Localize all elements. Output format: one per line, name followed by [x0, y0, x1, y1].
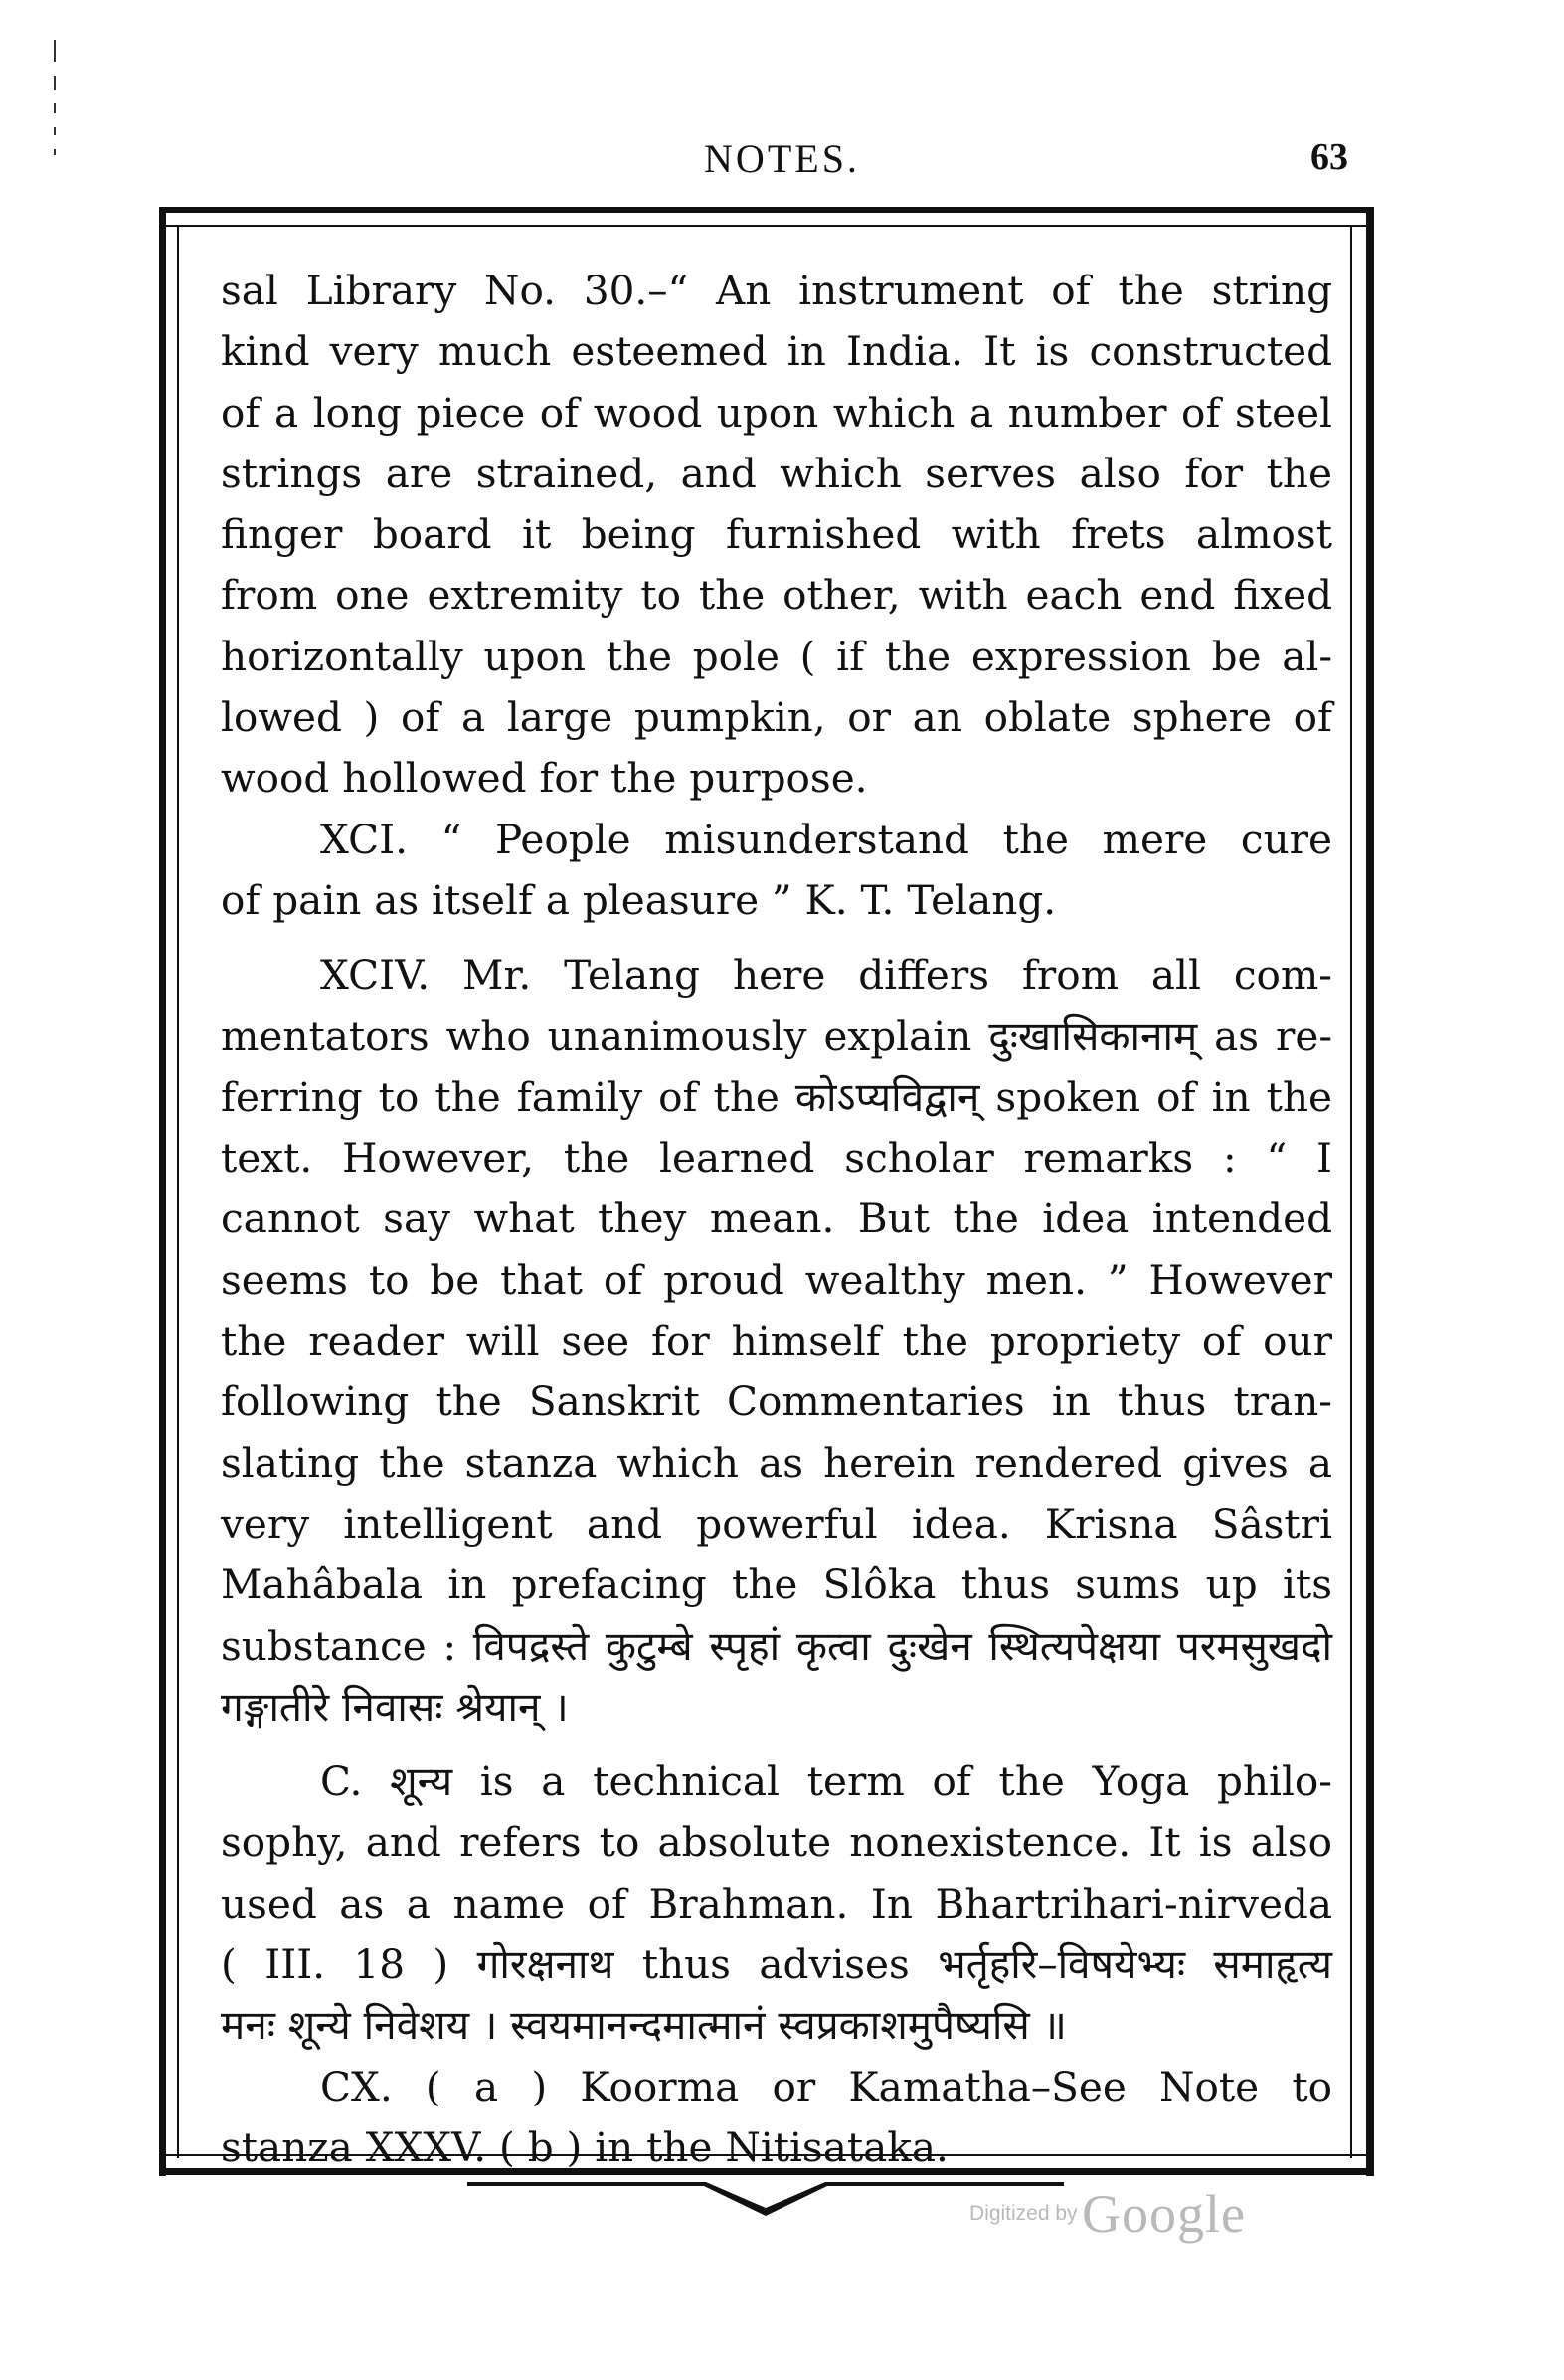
note-cx-line: CX. ( a ) Koorma or Kamatha–See Note to	[320, 2062, 1332, 2110]
note-xci-line: of pain as itself a pleasure ” K. T. Telang.	[221, 875, 1057, 924]
note-xciv-line: very intelligent and powerful idea. Krisna Sâstri	[221, 1499, 1332, 1548]
note-xciv-line: the reader will see for himself the propriety of our	[221, 1317, 1332, 1366]
page-number: 63	[1310, 136, 1348, 178]
note-c-line: C. शून्य is a technical term of the Yoga philo-	[320, 1757, 1332, 1806]
text-line: of a long piece of wood upon which a number of steel	[221, 388, 1332, 437]
border-right-rule	[1366, 207, 1374, 2176]
note-c-line: used as a name of Brahman. In Bhartrihari-nirveda	[221, 1879, 1332, 1927]
note-xciv-line: substance : विपद्रस्ते कुटुम्बे स्पृहां कृत्वा दुःखेन स्थित्यपेक्षया परमसुखदो	[221, 1621, 1332, 1670]
border-left-thin-rule	[177, 225, 179, 2158]
border-right-thin-rule	[1350, 225, 1352, 2158]
notes-text	[221, 261, 1332, 2178]
note-xciv-line: ferring to the family of the कोऽप्यविद्वान् spoken of in the	[221, 1072, 1332, 1121]
note-c-line: sophy, and refers to absolute nonexistence. It is also	[221, 1818, 1332, 1867]
note-xci-line: XCI. “ People misunderstand the mere cure	[320, 815, 1332, 863]
page-title: NOTES.	[704, 136, 860, 181]
note-xciv-line: slating the stanza which as herein rendered gives a	[221, 1438, 1332, 1487]
note-xciv-line: mentators who unanimously explain दुःखासिकानाम् as re-	[221, 1011, 1332, 1060]
note-c-line: मनः शून्ये निवेशय । स्वयमानन्दमात्मानं स्वप्रकाशमुपैष्यसि ॥	[221, 2001, 1067, 2050]
text-line: kind very much esteemed in India. It is constructed	[221, 327, 1332, 376]
text-line: lowed ) of a large pumpkin, or an oblate sphere of	[221, 693, 1332, 742]
note-xciv-line: Mahâbala in prefacing the Slôka thus sums up its	[221, 1560, 1332, 1609]
running-head	[0, 135, 1564, 195]
text-line: sal Library No. 30.–“ An instrument of the string	[221, 267, 1332, 314]
note-xciv-line: seems to be that of proud wealthy men. ” However	[221, 1255, 1332, 1304]
note-cx-line: stanza XXXV. ( b ) in the Nitisataka.	[221, 2122, 949, 2171]
note-xciv-line: text. However, the learned scholar remarks : “ I	[221, 1134, 1332, 1183]
text-line: from one extremity to the other, with each end fixed	[221, 571, 1332, 620]
border-left-rule	[159, 207, 166, 2176]
note-c-line: ( III. 18 ) गोरक्षनाथ thus advises भर्तृहरि–विषयेभ्यः समाहृत्य	[221, 1940, 1332, 1989]
note-xciv-line: following the Sanskrit Commentaries in thus tran-	[221, 1377, 1332, 1426]
border-top-thin-rule	[159, 225, 1374, 227]
note-xciv-line: XCIV. Mr. Telang here differs from all com-	[320, 951, 1332, 1000]
border-top-rule	[159, 207, 1374, 213]
note-xciv-line: cannot say what they mean. But the idea intended	[221, 1194, 1332, 1243]
digitized-watermark	[969, 2183, 1246, 2245]
text-line: horizontally upon the pole ( if the expression be al-	[221, 632, 1332, 680]
text-line: wood hollowed for the purpose.	[221, 754, 868, 803]
note-xciv-line: गङ्गातीरे निवासः श्रेयान् ।	[221, 1682, 569, 1731]
watermark-prefix: Digitized by	[969, 2202, 1078, 2225]
text-line: finger board it being furnished with frets almost	[221, 510, 1332, 559]
text-line: strings are strained, and which serves also for the	[221, 449, 1332, 497]
google-logo: Google	[1082, 2184, 1246, 2244]
